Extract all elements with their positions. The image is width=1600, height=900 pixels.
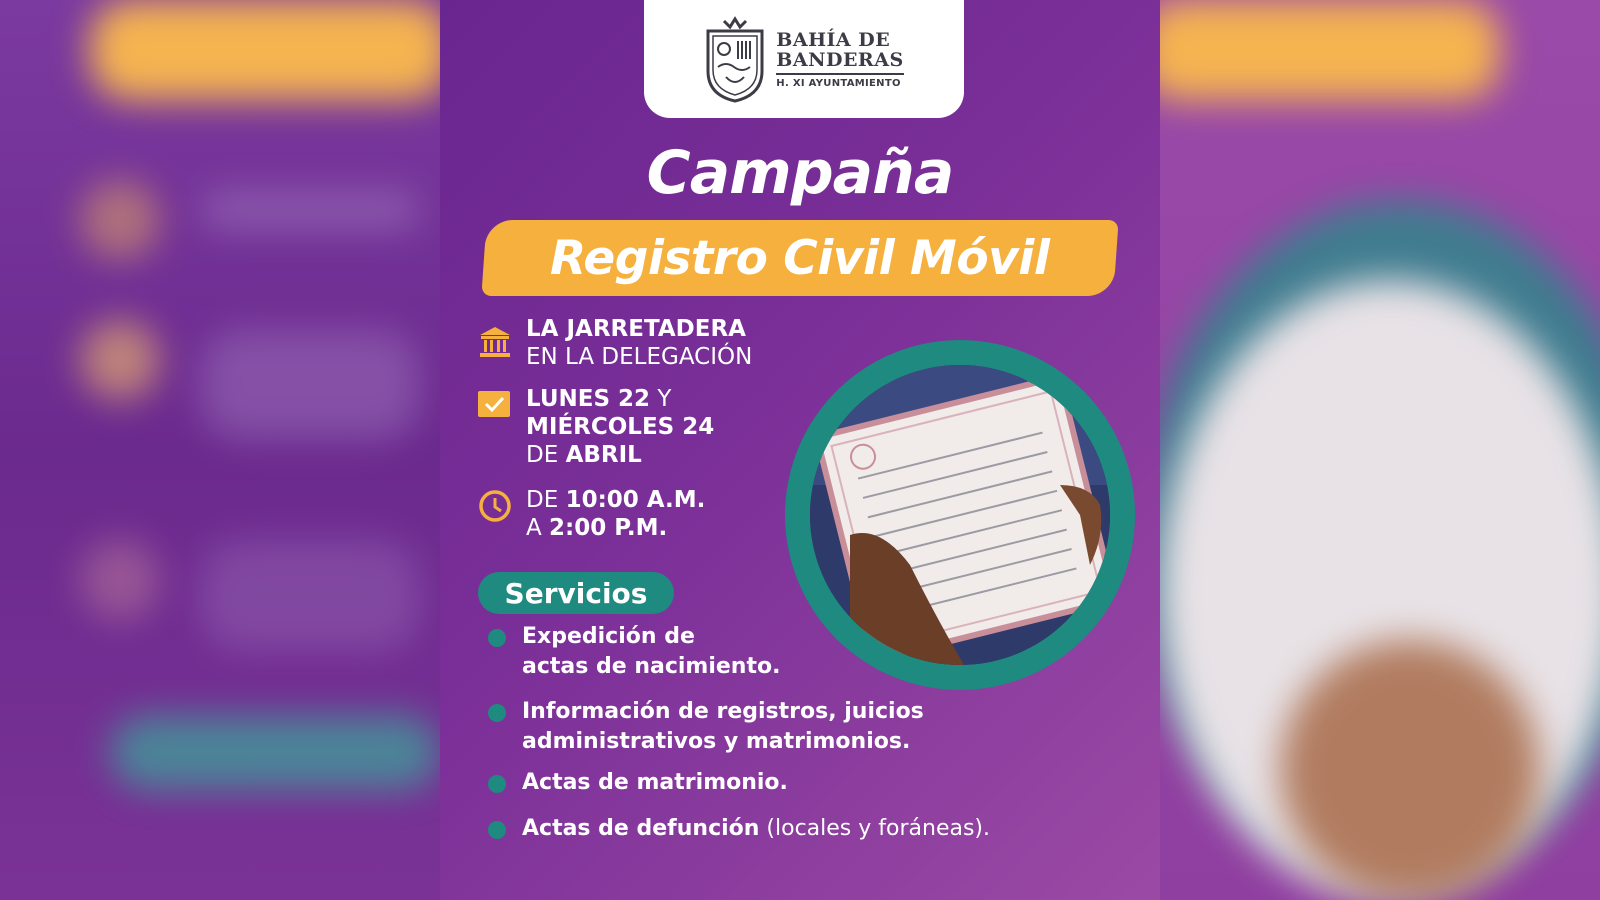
campaign-poster	[440, 0, 1160, 900]
logo-subtitle: H. XI AYUNTAMIENTO	[776, 77, 901, 89]
bullet-icon	[488, 821, 506, 839]
date-1: LUNES 22	[526, 386, 651, 412]
date-month: ABRIL	[565, 442, 642, 468]
blurred-background-right	[1160, 0, 1600, 900]
date-month-prefix: DE	[526, 442, 566, 468]
clock-icon	[478, 489, 512, 523]
hours-end: 2:00 P.M.	[549, 515, 668, 541]
logo-wordmark	[776, 30, 903, 89]
location-name: LA JARRETADERA	[526, 316, 746, 342]
service-text: Actas de matrimonio.	[522, 770, 788, 795]
logo-line-1: BAHÍA DE	[776, 28, 891, 51]
hours-to-prefix: A	[526, 515, 550, 541]
birth-certificate-photo	[810, 365, 1110, 665]
service-text: Actas de defunción	[522, 816, 760, 841]
blurred-background-left	[0, 0, 440, 900]
service-note: (locales y foráneas).	[759, 816, 991, 841]
municipal-crest-icon	[704, 15, 766, 103]
bullet-icon	[488, 775, 506, 793]
services-heading: Servicios	[478, 572, 674, 614]
service-text: Expedición de	[522, 624, 695, 649]
bullet-icon	[488, 629, 506, 647]
banner-text: Registro Civil Móvil	[550, 230, 1050, 286]
service-text: administrativos y matrimonios.	[522, 729, 911, 754]
title-banner	[481, 220, 1118, 296]
service-text: Información de registros, juicios	[522, 699, 924, 724]
photo-frame	[785, 340, 1135, 690]
logo-card	[644, 0, 964, 118]
bullet-icon	[488, 704, 506, 722]
building-icon	[478, 325, 512, 359]
logo-divider	[776, 73, 903, 75]
service-text: actas de nacimiento.	[522, 654, 781, 679]
location-detail: EN LA DELEGACIÓN	[526, 344, 753, 370]
campaign-title: Campaña	[646, 138, 954, 208]
hours-from-prefix: DE	[526, 487, 566, 513]
logo-line-2: BANDERAS	[776, 48, 904, 71]
hours-start: 10:00 A.M.	[565, 487, 706, 513]
checkbox-calendar-icon	[478, 391, 510, 417]
date-connector: Y	[650, 386, 672, 412]
date-2: MIÉRCOLES 24	[526, 414, 715, 440]
